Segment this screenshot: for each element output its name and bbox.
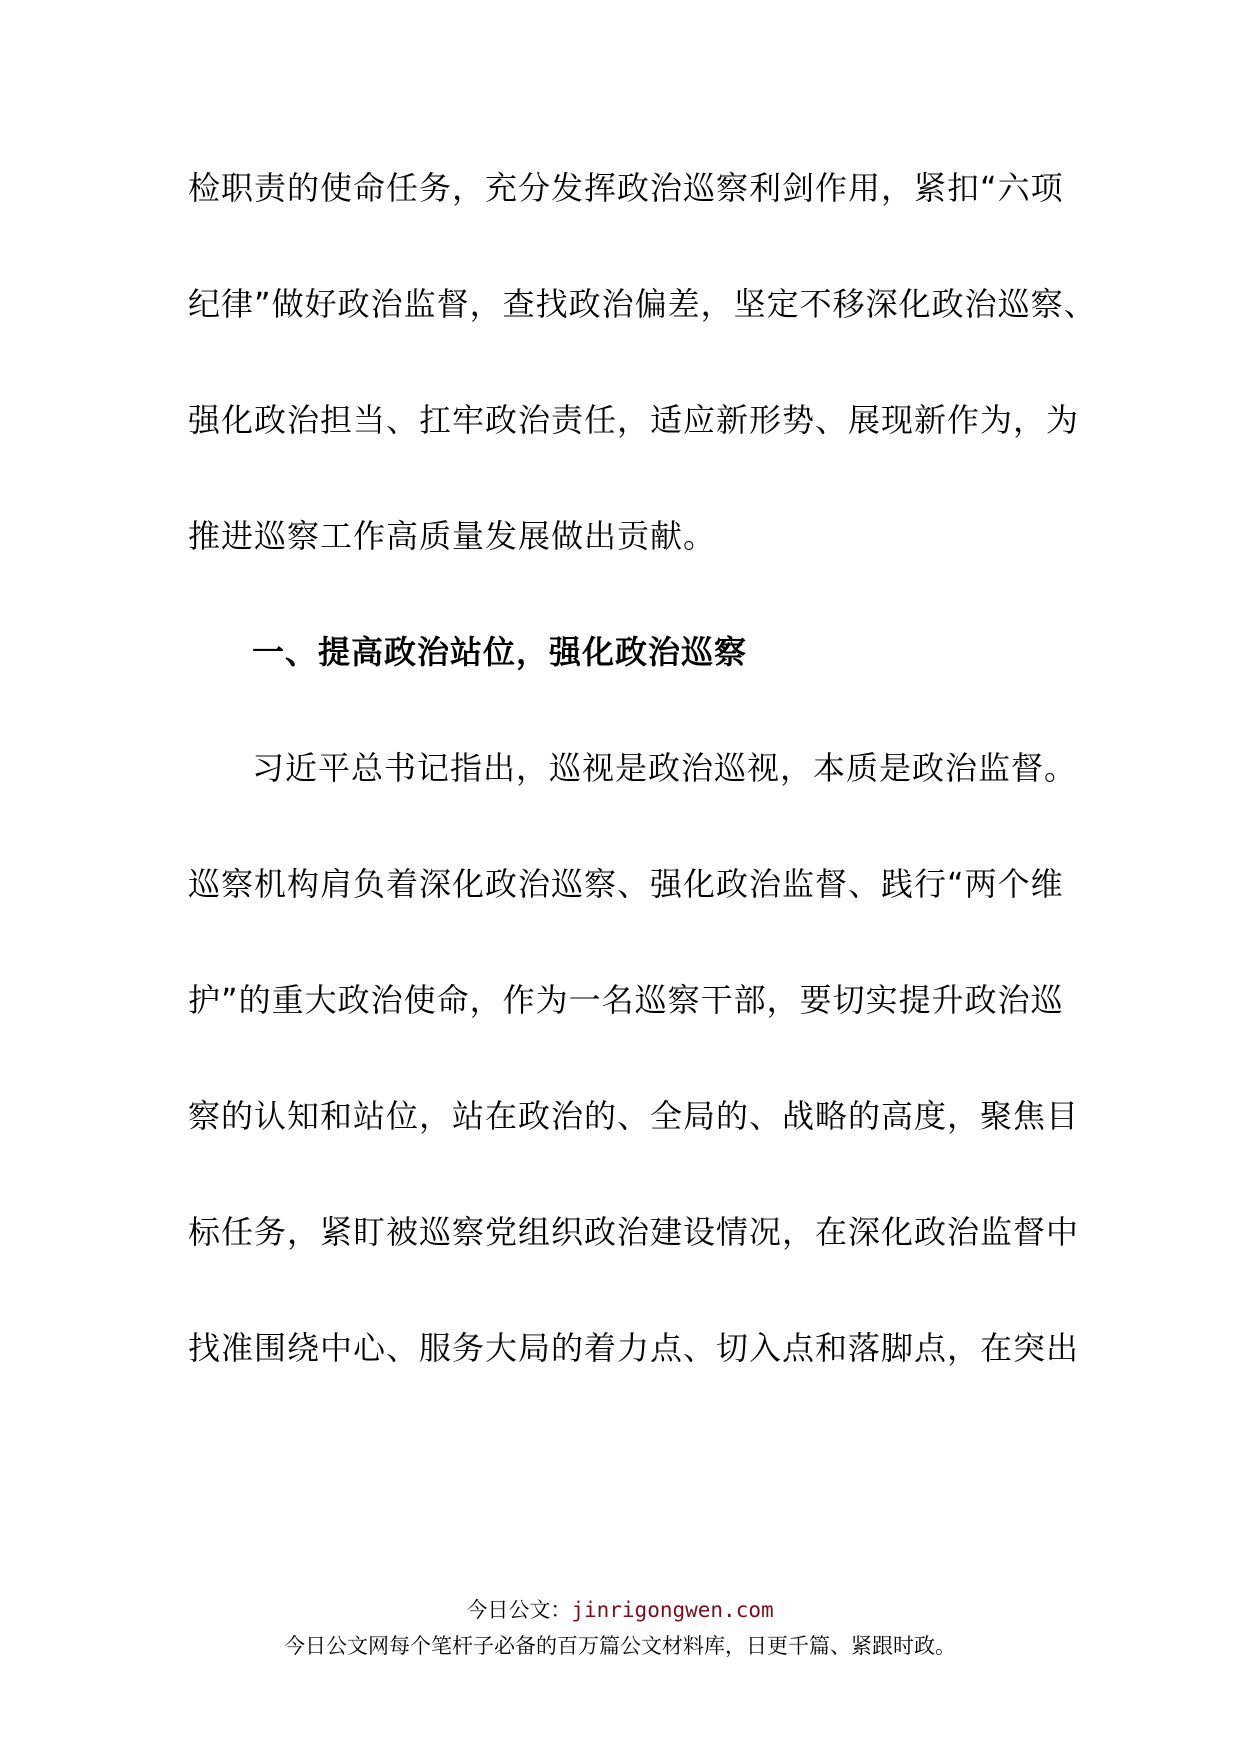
paragraph-line-6: 找准围绕中心、服务大局的着力点、切入点和落脚点，在突出: [188, 1329, 1080, 1367]
section-heading: 一、提高政治站位，强化政治巡察: [252, 633, 748, 671]
body-line-3: 强化政治担当、扛牢政治责任，适应新形势、展现新作为，为: [188, 401, 1080, 439]
paragraph-line-2: 巡察机构肩负着深化政治巡察、强化政治监督、践行“两个维: [188, 865, 1064, 903]
footer-url-link[interactable]: jinrigongwen.com: [571, 1598, 774, 1622]
footer-source: [0, 1596, 1240, 1624]
footer-label: 今日公文：: [466, 1598, 572, 1622]
body-line-4: 推进巡察工作高质量发展做出贡献。: [188, 517, 717, 555]
paragraph-line-4: 察的认知和站位，站在政治的、全局的、战略的高度，聚焦目: [188, 1097, 1080, 1135]
body-line-1: 检职责的使命任务，充分发挥政治巡察利剑作用，紧扣“六项: [188, 169, 1064, 207]
body-line-2: 纪律”做好政治监督，查找政治偏差，坚定不移深化政治巡察、: [188, 285, 1097, 323]
footer-tagline: 今日公文网每个笔杆子必备的百万篇公文材料库，日更千篇、紧跟时政。: [284, 1634, 956, 1658]
paragraph-line-5: 标任务，紧盯被巡察党组织政治建设情况，在深化政治监督中: [188, 1213, 1080, 1251]
paragraph-line-3: 护”的重大政治使命，作为一名巡察干部，要切实提升政治巡: [188, 981, 1064, 1019]
paragraph-line-1: 习近平总书记指出，巡视是政治巡视，本质是政治监督。: [252, 749, 1078, 787]
